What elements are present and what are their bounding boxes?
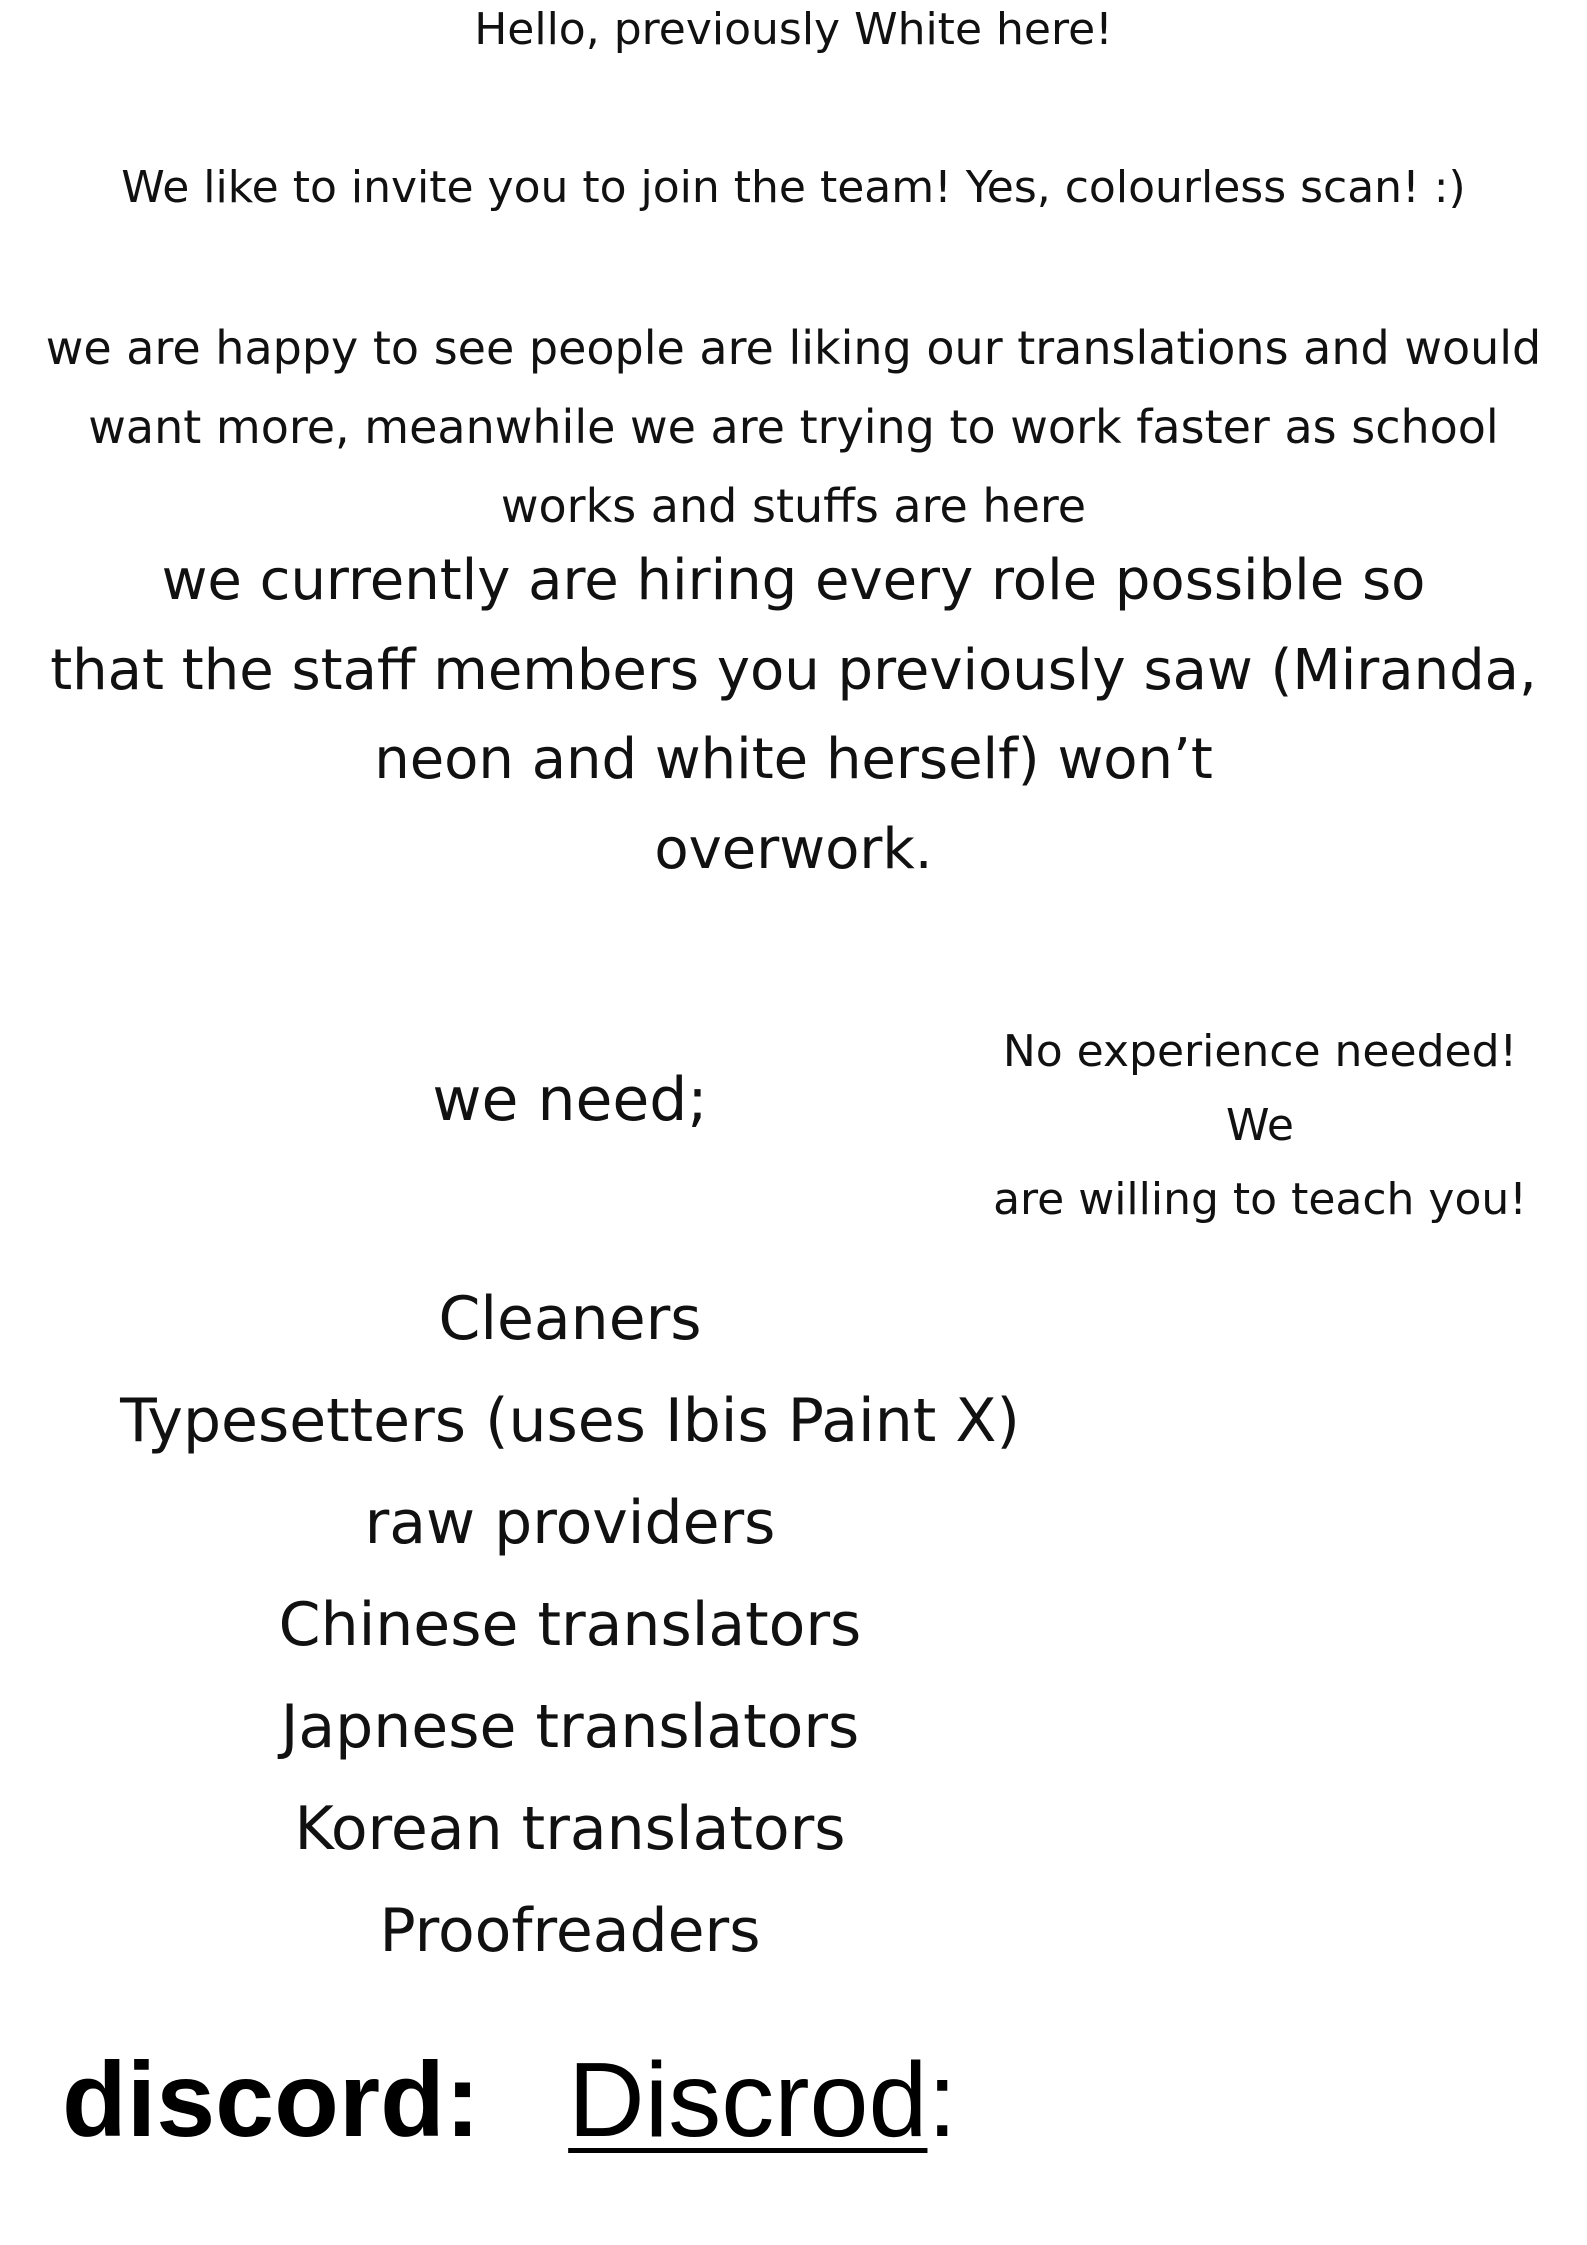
role-proofreaders: Proofreaders — [379, 1896, 761, 1966]
discord-trailing-colon: : — [927, 2041, 957, 2159]
paragraph1-line: we are happy to see people are liking our translations and would — [45, 321, 1542, 375]
greeting-text: Hello, previously White here! — [474, 4, 1113, 55]
role-cleaners: Cleaners — [438, 1284, 702, 1354]
discord-link[interactable]: Discrod — [568, 2041, 928, 2159]
discord-row — [62, 2040, 957, 2170]
paragraph1-line: works and stuffs are here — [500, 479, 1087, 533]
paragraph2-line: neon and white herself) won’t — [374, 727, 1213, 792]
paragraph2-line: that the staff members you previously saw (Miranda, — [50, 638, 1537, 703]
role-typesetters: Typesetters (uses Ibis Paint X) — [120, 1386, 1020, 1456]
role-raw-providers: raw providers — [364, 1488, 776, 1558]
role-chinese-translators: Chinese translators — [278, 1590, 862, 1660]
role-korean-translators: Korean translators — [294, 1794, 846, 1864]
roles-list — [0, 1268, 1140, 1982]
paragraph1-line: want more, meanwhile we are trying to work faster as school — [88, 400, 1499, 454]
invite-text: We like to invite you to join the team! Yes, colourless scan! :) — [121, 162, 1466, 213]
we-need-heading: we need; — [432, 1065, 708, 1135]
paragraph2-line: we currently are hiring every role possible so — [161, 548, 1426, 613]
side-note-line: are willing to teach you! — [993, 1174, 1527, 1225]
role-japanese-translators: Japnese translators — [280, 1692, 860, 1762]
discord-label: discord: — [62, 2041, 481, 2159]
side-note-line: No experience needed! We — [1002, 1026, 1518, 1151]
paragraph2-line: overwork. — [654, 817, 933, 882]
